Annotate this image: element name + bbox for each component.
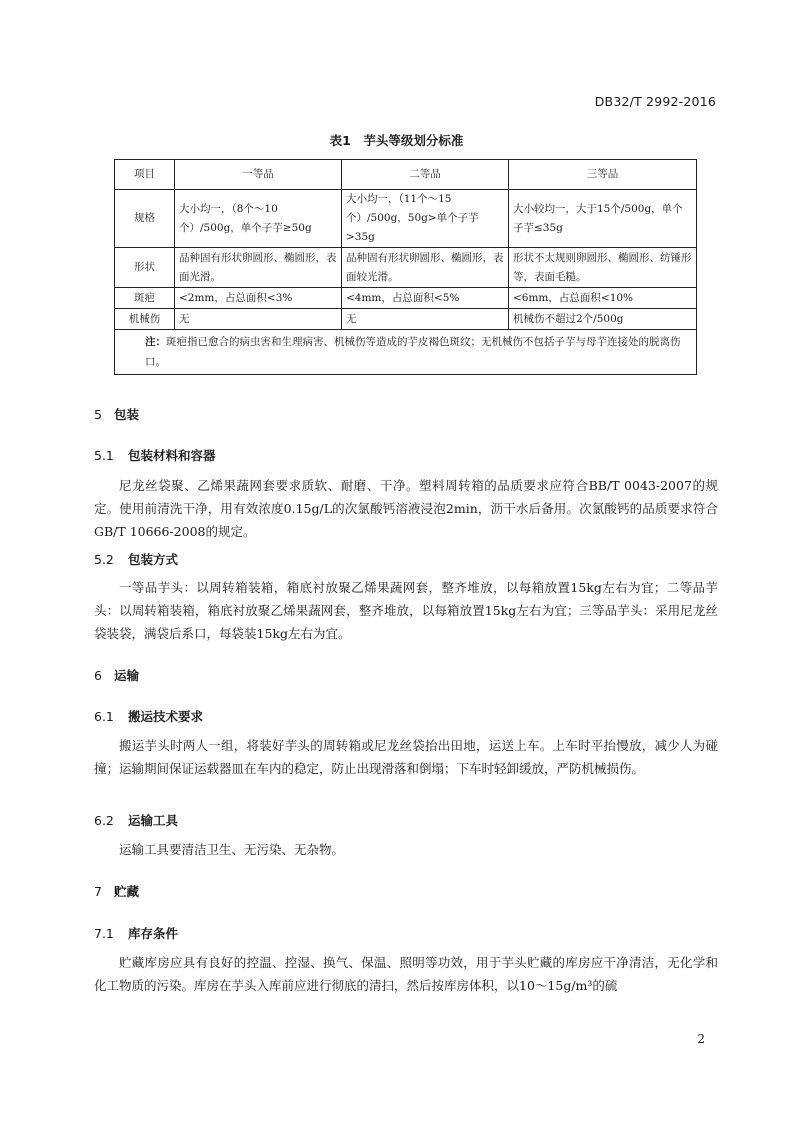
section-title: 包装	[114, 407, 140, 422]
header-grade-2: 二等品	[342, 160, 509, 190]
section-title: 包装方式	[128, 552, 179, 567]
table-cell: 无	[342, 309, 509, 330]
section-number: 5.1	[94, 448, 114, 463]
table-cell: <2mm，占总面积<3%	[175, 288, 342, 309]
section-heading-6	[94, 666, 139, 684]
table-row-shape	[115, 248, 697, 288]
section-heading-7-1	[94, 924, 178, 942]
table-row-damage	[115, 309, 697, 330]
section-heading-6-2	[94, 811, 178, 829]
table-cell: <6mm，占总面积<10%	[509, 288, 697, 309]
table-cell: 大小均一，（11个～15个）/500g，50g>单个子芋>35g	[342, 190, 509, 248]
paragraph-6-1: 搬运芋头时两人一组，将装好芋头的周转箱或尼龙丝袋抬出田地，运送上车。上车时平抬慢放，减少人为碰撞；运输期间保证运载器皿在车内的稳定，防止出现滑落和倒塌；下车时轻卸缓放，严防机械损伤。	[94, 738, 718, 776]
table-cell: 品种固有形状卵圆形、椭圆形，表面较光滑。	[342, 248, 509, 288]
section-number: 7	[94, 884, 102, 899]
page-number: 2	[697, 1032, 705, 1046]
paragraph-6-2: 运输工具要清洁卫生、无污染、无杂物。	[119, 842, 345, 857]
note-text: 斑疤指已愈合的病虫害和生理病害、机械伤等造成的芋皮褐色斑纹；无机械伤不包括子芋与母芋连接处的脱离伤口。	[145, 336, 681, 368]
paragraph-7-1: 贮藏库房应具有良好的控温、控湿、换气、保温、照明等功效，用于芋头贮藏的库房应干净清洁，无化学和化工物质的污染。库房在芋头入库前应进行彻底的清扫，然后按库房体积，以10～15g/m³的硫	[94, 955, 718, 993]
row-label: 规格	[115, 190, 175, 248]
header-grade-1: 一等品	[175, 160, 342, 190]
table-title: 表1 芋头等级划分标准	[329, 133, 464, 148]
table-cell: 大小均一，（8个～10个）/500g，单个子芋≥50g	[175, 190, 342, 248]
section-title: 运输工具	[128, 813, 179, 828]
section-number: 5	[94, 407, 102, 422]
section-heading-5	[94, 405, 139, 423]
section-heading-5-1	[94, 446, 216, 464]
table-cell: 机械伤不超过2个/500g	[509, 309, 697, 330]
section-title: 搬运技术要求	[128, 709, 204, 724]
table-note	[115, 330, 697, 375]
section-number: 5.2	[94, 552, 114, 567]
table-cell: 无	[175, 309, 342, 330]
section-number: 7.1	[94, 926, 114, 941]
section-title: 贮藏	[114, 884, 140, 899]
header-item: 项目	[115, 160, 175, 190]
section-heading-6-1	[94, 707, 203, 725]
table-cell: 品种固有形状卵圆形、椭圆形，表面光滑。	[175, 248, 342, 288]
row-label: 斑疤	[115, 288, 175, 309]
section-title: 运输	[114, 668, 140, 683]
header-grade-3: 三等品	[509, 160, 697, 190]
section-heading-5-2	[94, 550, 178, 568]
section-heading-7	[94, 882, 139, 900]
table-cell: <4mm，占总面积<5%	[342, 288, 509, 309]
row-label: 机械伤	[115, 309, 175, 330]
note-label: 注：	[145, 336, 166, 348]
paragraph-5-1: 尼龙丝袋聚、乙烯果蔬网套要求质软、耐磨、干净。塑料周转箱的品质要求应符合BB/T 0043-2007的规定。使用前清洗干净，用有效浓度0.15g/L的次氯酸钙溶液浸泡2min，沥干水后备用。次氯酸钙的品质要求符合GB/T 10666-2008的规定。	[94, 478, 718, 539]
section-number: 6.2	[94, 813, 114, 828]
table-note-row	[115, 330, 697, 375]
table-header-row	[115, 160, 697, 190]
section-title: 库存条件	[128, 926, 179, 941]
section-number: 6	[94, 668, 102, 683]
document-code: DB32/T 2992-2016	[594, 94, 716, 109]
paragraph-5-2: 一等品芋头：以周转箱装箱，箱底衬放聚乙烯果蔬网套，整齐堆放，以每箱放置15kg左右为宜；二等品芋头：以周转箱装箱，箱底衬放聚乙烯果蔬网套，整齐堆放，以每箱放置15kg左右为宜；三等品芋头：采用尼龙丝袋装袋，满袋后系口，每袋装15kg左右为宜。	[94, 580, 718, 641]
row-label: 形状	[115, 248, 175, 288]
section-title: 包装材料和容器	[128, 448, 216, 463]
table-row-spots	[115, 288, 697, 309]
table-row-spec	[115, 190, 697, 248]
grading-table	[114, 159, 697, 375]
section-number: 6.1	[94, 709, 114, 724]
table-cell: 大小较均一，大于15个/500g，单个子芋≤35g	[509, 190, 697, 248]
table-cell: 形状不太规则卵圆形、椭圆形、纺锤形等，表面毛糙。	[509, 248, 697, 288]
